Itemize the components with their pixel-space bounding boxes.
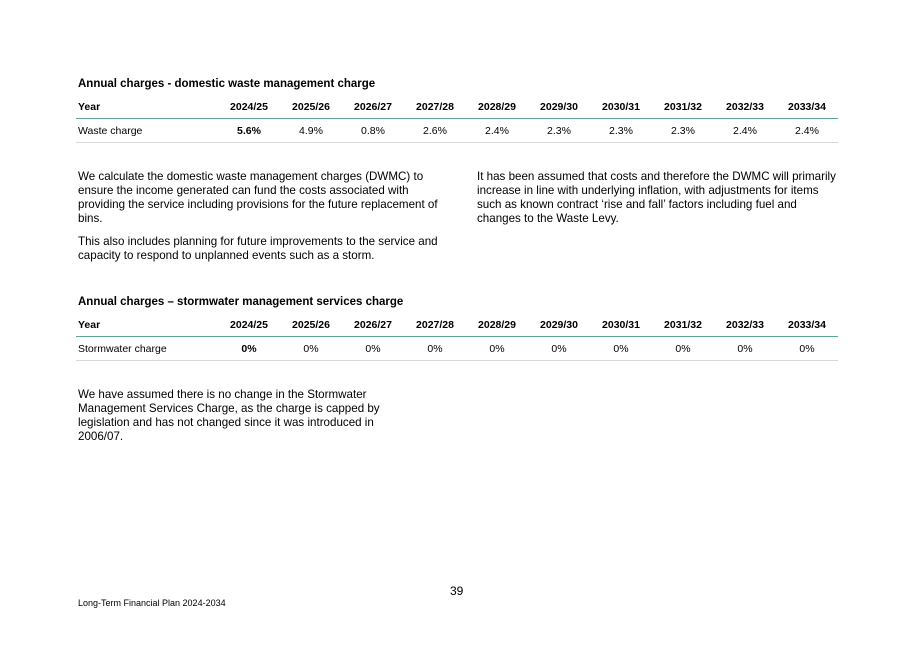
table-cell: 0% (613, 342, 629, 355)
column-header: 2026/27 (354, 101, 392, 113)
table-header-row (76, 314, 838, 337)
column-header: 2030/31 (602, 101, 640, 113)
column-header: 2031/32 (664, 319, 702, 331)
table-cell: 2.4% (795, 124, 819, 137)
table-cell: 0% (551, 342, 567, 355)
column-header: 2027/28 (416, 101, 454, 113)
waste-section-title: Annual charges - domestic waste management charge (78, 78, 376, 90)
table-cell: 0% (737, 342, 753, 355)
column-header: 2027/28 (416, 319, 454, 331)
document-footer: Long-Term Financial Plan 2024-2034 (78, 598, 226, 608)
column-header: 2032/33 (726, 319, 764, 331)
dwmc-calculation-paragraph: We calculate the domestic waste management charges (DWMC) to ensure the income generated can fund the costs associated with providing the service including provisions for the future replacement of bins. (78, 170, 438, 225)
column-header: Year (78, 101, 101, 113)
table-cell: 2.4% (485, 124, 509, 137)
row-label: Waste charge (78, 124, 143, 137)
table-header-row (76, 96, 838, 119)
table-cell: 0% (427, 342, 443, 355)
stormwater-section-title: Annual charges – stormwater management services charge (78, 296, 404, 308)
table-cell: 2.3% (671, 124, 695, 137)
column-header: 2028/29 (478, 319, 516, 331)
column-header: Year (78, 319, 101, 331)
row-label: Stormwater charge (78, 342, 167, 355)
dwmc-assumption-paragraph: It has been assumed that costs and therefore the DWMC will primarily increase in line with underlying inflation, with adjustments for items such as known contract ‘rise and fall’ factors including fuel and changes to the Waste Levy. (477, 170, 836, 225)
table-cell: 0% (675, 342, 691, 355)
column-header: 2024/25 (230, 319, 268, 331)
column-header: 2029/30 (540, 101, 578, 113)
column-header: 2025/26 (292, 319, 330, 331)
table-cell: 5.6% (237, 124, 261, 137)
stormwater-charge-table (76, 314, 838, 361)
dwmc-planning-paragraph: This also includes planning for future improvements to the service and capacity to respond to unplanned events such as a storm. (78, 235, 438, 262)
table-row (76, 337, 838, 361)
stormwater-assumption-paragraph: We have assumed there is no change in the Stormwater Management Services Charge, as the charge is capped by legislation and has not changed since it was introduced in 2006/07. (78, 388, 380, 443)
page-number: 39 (450, 584, 464, 598)
table-cell: 0% (489, 342, 505, 355)
table-cell: 2.3% (609, 124, 633, 137)
table-cell: 0.8% (361, 124, 385, 137)
column-header: 2029/30 (540, 319, 578, 331)
table-row (76, 119, 838, 143)
table-cell: 2.4% (733, 124, 757, 137)
table-cell: 0% (365, 342, 381, 355)
table-cell: 2.6% (423, 124, 447, 137)
table-cell: 0% (241, 342, 257, 355)
table-cell: 0% (303, 342, 319, 355)
table-cell: 2.3% (547, 124, 571, 137)
table-cell: 0% (799, 342, 815, 355)
column-header: 2025/26 (292, 101, 330, 113)
waste-charge-table (76, 96, 838, 143)
column-header: 2026/27 (354, 319, 392, 331)
table-cell: 4.9% (299, 124, 323, 137)
column-header: 2031/32 (664, 101, 702, 113)
column-header: 2033/34 (788, 101, 826, 113)
column-header: 2028/29 (478, 101, 516, 113)
column-header: 2033/34 (788, 319, 826, 331)
column-header: 2024/25 (230, 101, 268, 113)
column-header: 2030/31 (602, 319, 640, 331)
column-header: 2032/33 (726, 101, 764, 113)
